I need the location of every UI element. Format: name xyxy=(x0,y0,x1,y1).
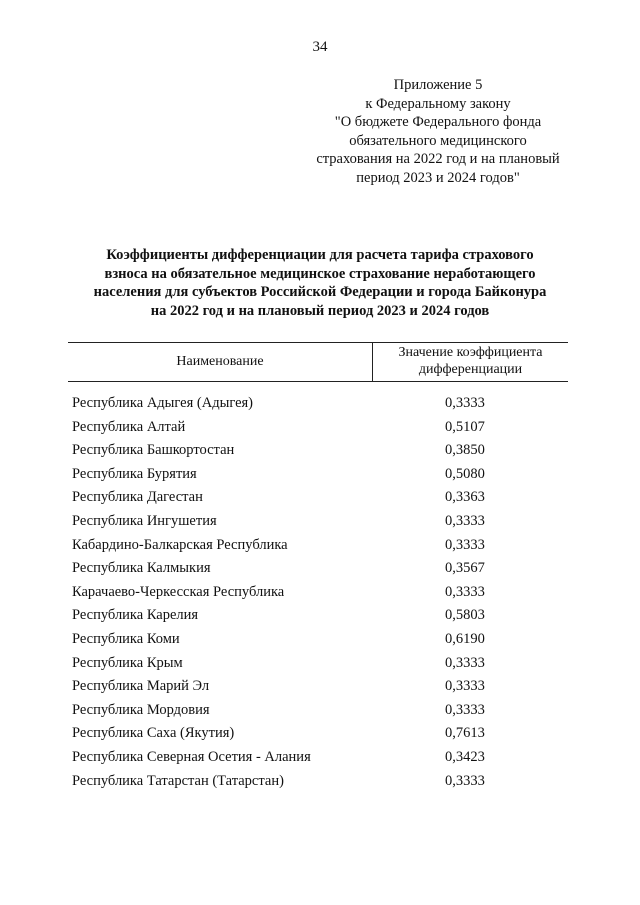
table-row xyxy=(72,537,572,561)
appendix-line: "О бюджете Федерального фонда xyxy=(334,114,542,131)
coefficient-value: 0,3850 xyxy=(445,442,485,459)
table-header xyxy=(68,342,568,382)
region-name: Республика Ингушетия xyxy=(72,512,217,529)
table-row xyxy=(72,584,572,608)
table-row xyxy=(72,725,572,749)
table-row xyxy=(72,631,572,655)
title-line: взноса на обязательное медицинское страхование неработающего xyxy=(104,265,536,282)
region-name: Республика Северная Осетия - Алания xyxy=(72,748,311,765)
header-value xyxy=(373,344,568,378)
appendix-line: обязательного медицинского xyxy=(349,132,527,149)
coefficient-value: 0,5803 xyxy=(445,607,485,624)
coefficient-value: 0,5080 xyxy=(445,465,485,482)
table-row xyxy=(72,678,572,702)
table-row xyxy=(72,702,572,726)
table-row xyxy=(72,419,572,443)
coefficient-value: 0,3333 xyxy=(445,536,485,553)
appendix-line: период 2023 и 2024 годов" xyxy=(356,169,520,186)
region-name: Республика Бурятия xyxy=(72,465,197,482)
region-name: Республика Саха (Якутия) xyxy=(72,725,235,742)
coefficient-value: 0,6190 xyxy=(445,630,485,647)
region-name: Республика Татарстан (Татарстан) xyxy=(72,772,284,789)
region-name: Республика Коми xyxy=(72,630,180,647)
table-row xyxy=(72,560,572,584)
table-row xyxy=(72,655,572,679)
table-row xyxy=(72,489,572,513)
table-row xyxy=(72,466,572,490)
coefficient-value: 0,3333 xyxy=(445,512,485,529)
region-name: Республика Адыгея (Адыгея) xyxy=(72,395,254,411)
header-value-line: Значение коэффициента xyxy=(398,345,543,360)
coefficient-value: 0,3333 xyxy=(445,701,485,718)
table-body xyxy=(72,395,572,796)
coefficient-value: 0,5107 xyxy=(445,418,485,435)
region-name: Республика Крым xyxy=(72,654,183,671)
coefficient-value: 0,3423 xyxy=(445,748,485,765)
document-title xyxy=(40,246,600,320)
coefficient-value: 0,3333 xyxy=(445,583,485,600)
region-name: Кабардино-Балкарская Республика xyxy=(72,536,288,553)
coefficient-value: 0,3333 xyxy=(445,654,485,671)
appendix-line: страхования на 2022 год и на плановый xyxy=(316,151,560,168)
table-row xyxy=(72,442,572,466)
title-line: Коэффициенты дифференциации для расчета тарифа страхового xyxy=(106,247,534,263)
title-line: населения для субъектов Российской Федерации и города Байконура xyxy=(93,284,547,301)
region-name: Республика Башкортостан xyxy=(72,442,235,459)
region-name: Республика Мордовия xyxy=(72,701,210,718)
region-name: Республика Дагестан xyxy=(72,489,203,506)
region-name: Республика Марий Эл xyxy=(72,678,210,695)
region-name: Республика Алтай xyxy=(72,418,186,435)
region-name: Карачаево-Черкесская Республика xyxy=(72,583,285,600)
coefficient-value: 0,3333 xyxy=(445,395,485,411)
region-name: Республика Калмыкия xyxy=(72,560,211,577)
appendix-block xyxy=(268,76,608,188)
table-row xyxy=(72,773,572,797)
header-value-line: дифференциации xyxy=(418,362,523,377)
table-row xyxy=(72,607,572,631)
region-name: Республика Карелия xyxy=(72,607,199,624)
coefficient-value: 0,3333 xyxy=(445,772,485,789)
title-line: на 2022 год и на плановый период 2023 и 2024 годов xyxy=(150,302,490,319)
table-row xyxy=(72,749,572,773)
table-row xyxy=(72,513,572,537)
coefficient-value: 0,3363 xyxy=(445,489,485,506)
coefficient-value: 0,3567 xyxy=(445,560,485,577)
appendix-line: к Федеральному закону xyxy=(365,95,511,112)
header-name: Наименование xyxy=(176,354,264,369)
table-row xyxy=(72,395,572,419)
appendix-line: Приложение 5 xyxy=(393,77,483,93)
page-number: 34 xyxy=(312,39,328,55)
coefficient-value: 0,7613 xyxy=(445,725,485,742)
coefficient-value: 0,3333 xyxy=(445,678,485,695)
